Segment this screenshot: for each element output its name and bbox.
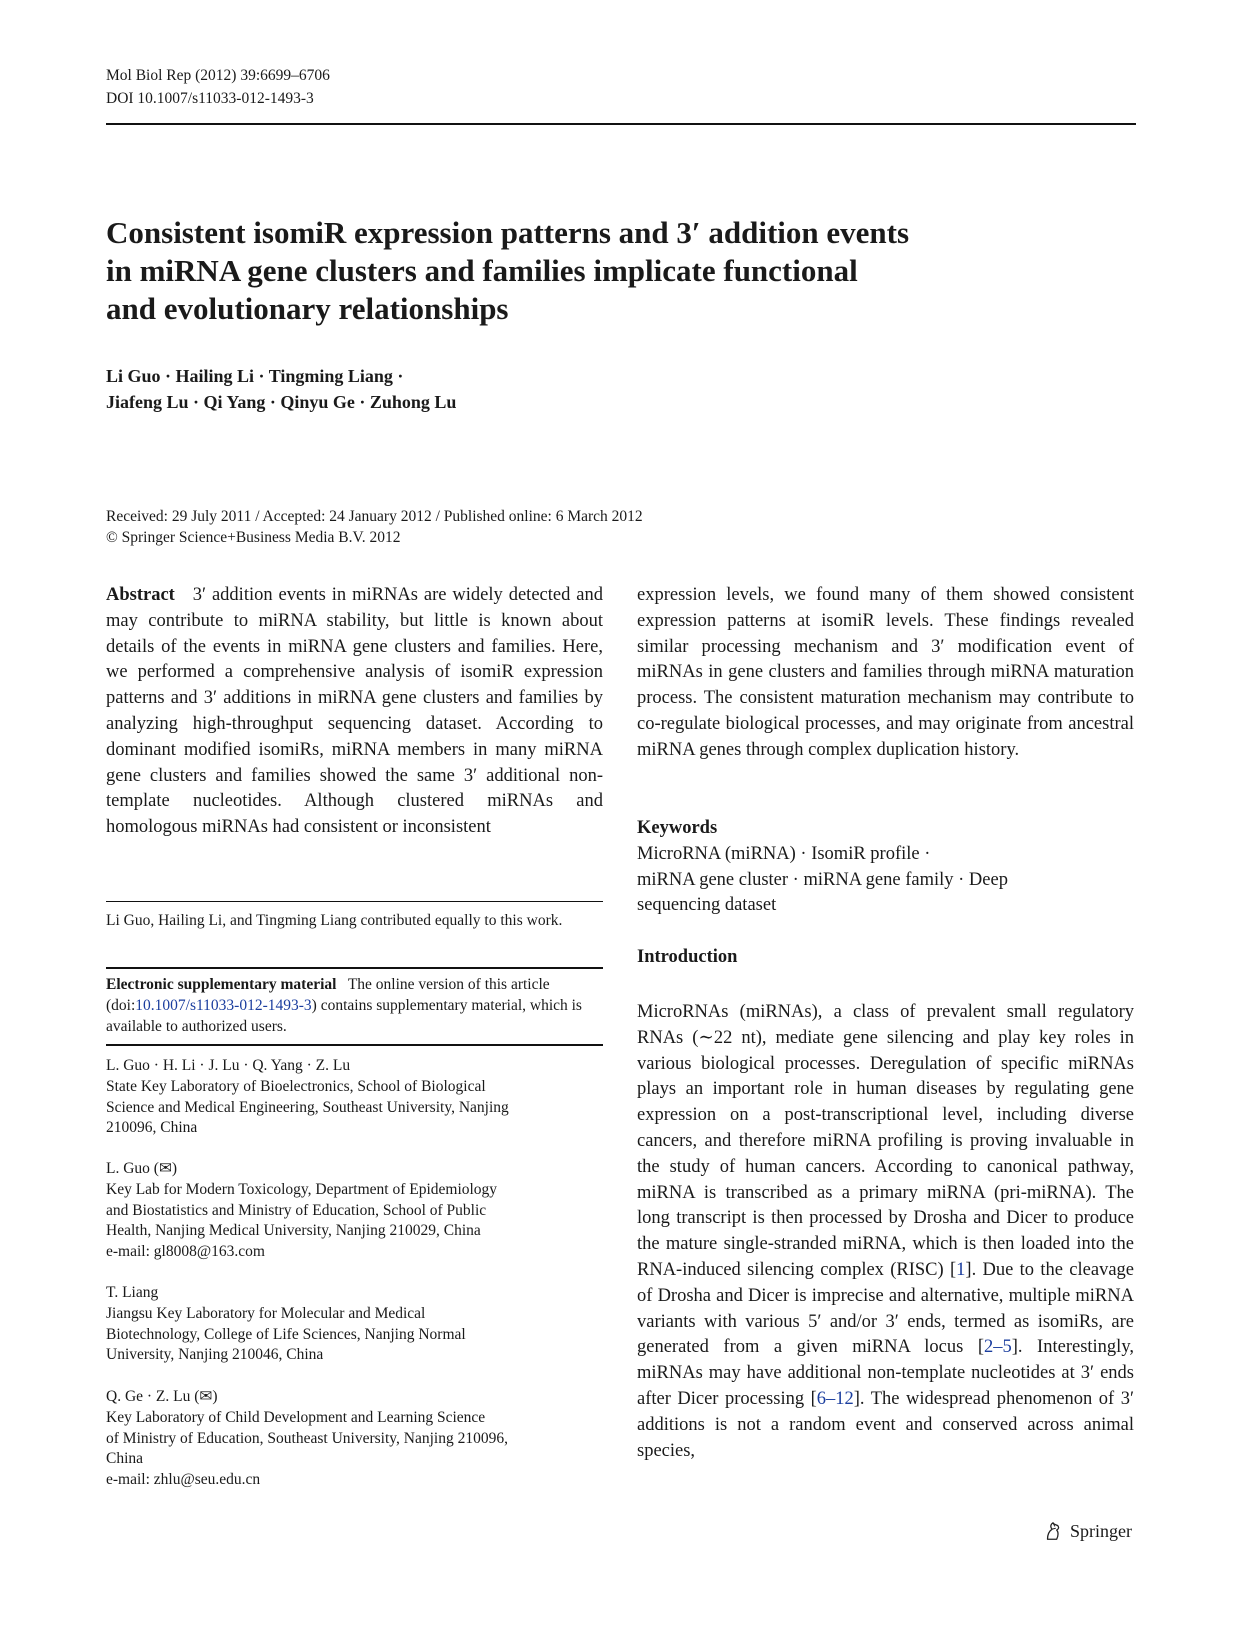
intro-text: MicroRNAs (miRNAs), a class of prevalent small regulatory RNAs (∼22 nt), mediate gene silencing and play key roles in various biological processes. Deregulation of specific miRNAs plays an important role in human diseases by regulating gene expression on a post-transcriptional level, including diverse cancers, and therefore miRNA profiling is proving invaluable in the study of human cancers. According to canonical pathway, miRNA is transcribed as a primary miRNA (pri-miRNA). The long transcript is then processed by Drosha and Dicer to produce the mature single-stranded miRNA, which is then loaded into the RNA-induced silencing complex (RISC) [	[637, 1002, 1134, 1280]
esm-text-before: The online version of this article (doi:	[106, 976, 550, 1014]
affiliation-line: Q. Ge · Z. Lu (✉)	[106, 1388, 218, 1405]
abstract-paragraph	[106, 583, 603, 841]
journal-citation: Mol Biol Rep (2012) 39:6699–6706	[106, 67, 330, 84]
affiliation-line: L. Guo · H. Li · J. Lu · Q. Yang · Z. Lu	[106, 1057, 351, 1074]
affiliation-line: Science and Medical Engineering, Southeast University, Nanjing	[106, 1098, 509, 1116]
affiliation-line: of Ministry of Education, Southeast University, Nanjing 210096,	[106, 1429, 508, 1447]
keywords-label: Keywords	[637, 818, 718, 838]
introduction-heading: Introduction	[637, 947, 738, 967]
affiliation-line: L. Guo (✉)	[106, 1160, 178, 1177]
intro-text: ]. Interestingly, miRNAs may have additional non-template nucleotides at 3′ ends after Dicer processing [	[637, 1337, 1134, 1409]
intro-text: ]. Due to the cleavage of Drosha and Dicer is imprecise and alternative, multiple miRNA variants with various 5′ and/or 3′ ends, termed as isomiRs, are generated from a given miRNA locus [	[637, 1259, 1134, 1358]
supplementary-note	[106, 975, 603, 1037]
keywords-block	[637, 816, 1134, 919]
author-line: Jiafeng Lu · Qi Yang · Qinyu Ge · Zuhong Lu	[106, 392, 457, 412]
author-list	[106, 363, 456, 415]
introduction-body	[637, 1000, 1134, 1464]
affiliation-line: Key Laboratory of Child Development and Learning Science	[106, 1408, 486, 1426]
title-line: in miRNA gene clusters and families implicate functional	[106, 253, 858, 288]
affiliation-line: T. Liang	[106, 1284, 159, 1301]
affiliation-block	[106, 1056, 603, 1139]
affiliation-email: e-mail: zhlu@seu.edu.cn	[106, 1471, 261, 1489]
affiliation-block	[106, 1387, 603, 1491]
citation-link[interactable]: 6–12	[816, 1388, 854, 1409]
abstract-text-right: expression levels, we found many of them showed consistent expression patterns at isomiR levels. These findings revealed similar processing mechanism and 3′ modification event of miRNAs in gene clusters and families through miRNA maturation process. The consistent maturation mechanism may contribute to co-regulate biological processes, and may originate from ancestral miRNA genes through complex duplication history.	[637, 585, 1134, 760]
publication-dates	[106, 506, 643, 548]
footnote-rule	[106, 901, 603, 902]
paper-title	[106, 214, 1066, 328]
affiliation-line: China	[106, 1450, 144, 1468]
author-line: Li Guo · Hailing Li · Tingming Liang ·	[106, 366, 404, 386]
footnote-rule	[106, 967, 603, 969]
history-dates: Received: 29 July 2011 / Accepted: 24 January 2012 / Published online: 6 March 2012	[106, 508, 643, 525]
affiliation-email: e-mail: gl8008@163.com	[106, 1243, 265, 1261]
affiliation-block	[106, 1283, 603, 1366]
springer-horse-icon	[1042, 1520, 1064, 1542]
abstract-right-column	[637, 583, 1134, 764]
citation-link[interactable]: 1	[956, 1259, 966, 1280]
affiliation-line: Health, Nanjing Medical University, Nanjing 210029, China	[106, 1222, 481, 1240]
intro-text: ]. The widespread phenomenon of 3′ additions is not a random event and conserved across animal species,	[637, 1388, 1135, 1461]
running-head	[106, 64, 330, 110]
keywords-line	[637, 816, 1134, 868]
affiliation-block	[106, 1159, 603, 1263]
header-rule	[106, 123, 1136, 125]
esm-text-after: ) contains supplementary material, which is available to authorized users.	[106, 996, 582, 1035]
contribution-note: Li Guo, Hailing Li, and Tingming Liang contributed equally to this work.	[106, 912, 563, 929]
doi-link[interactable]: 10.1007/s11033-012-1493-3	[135, 996, 312, 1014]
affiliation-line: University, Nanjing 210046, China	[106, 1346, 324, 1364]
citation-link[interactable]: 2–5	[984, 1337, 1012, 1358]
keyword-text: miRNA gene cluster · miRNA gene family · Deep	[637, 869, 1008, 890]
abstract-left-column	[106, 583, 603, 841]
affiliation-line: Jiangsu Key Laboratory for Molecular and Medical	[106, 1304, 426, 1322]
affiliation-line: 210096, China	[106, 1119, 198, 1137]
title-line: and evolutionary relationships	[106, 291, 509, 326]
publisher-logo	[1042, 1520, 1132, 1542]
copyright-line: © Springer Science+Business Media B.V. 2012	[106, 529, 401, 546]
keyword-text: sequencing dataset	[637, 895, 777, 916]
footnote-rule	[106, 1044, 603, 1046]
abstract-text-left: 3′ addition events in miRNAs are widely detected and may contribute to miRNA stability, but little is known about details of the events in miRNA gene clusters and families. Here, we performed a comprehensive analysis of isomiR expression patterns and 3′ additions in miRNA gene clusters and families by analyzing high-throughput sequencing dataset. According to dominant modified isomiRs, miRNA members in many miRNA gene clusters and families showed the same 3′ additional non-template nucleotides. Although clustered miRNAs and homologous miRNAs had consistent or inconsistent	[106, 585, 604, 838]
title-line: Consistent isomiR expression patterns and 3′ addition events	[106, 215, 910, 250]
esm-label: Electronic supplementary material	[106, 976, 337, 993]
keyword-text: MicroRNA (miRNA) · IsomiR profile ·	[637, 843, 931, 864]
affiliation-line: Key Lab for Modern Toxicology, Department of Epidemiology	[106, 1180, 498, 1198]
abstract-label: Abstract	[106, 585, 175, 605]
affiliation-line: State Key Laboratory of Bioelectronics, School of Biological	[106, 1077, 486, 1095]
publisher-name: Springer	[1070, 1520, 1132, 1541]
affiliation-line: and Biostatistics and Ministry of Education, School of Public	[106, 1201, 487, 1219]
doi-line: DOI 10.1007/s11033-012-1493-3	[106, 90, 314, 107]
affiliation-line: Biotechnology, College of Life Sciences, Nanjing Normal	[106, 1325, 466, 1343]
introduction-paragraph	[637, 1000, 1134, 1464]
